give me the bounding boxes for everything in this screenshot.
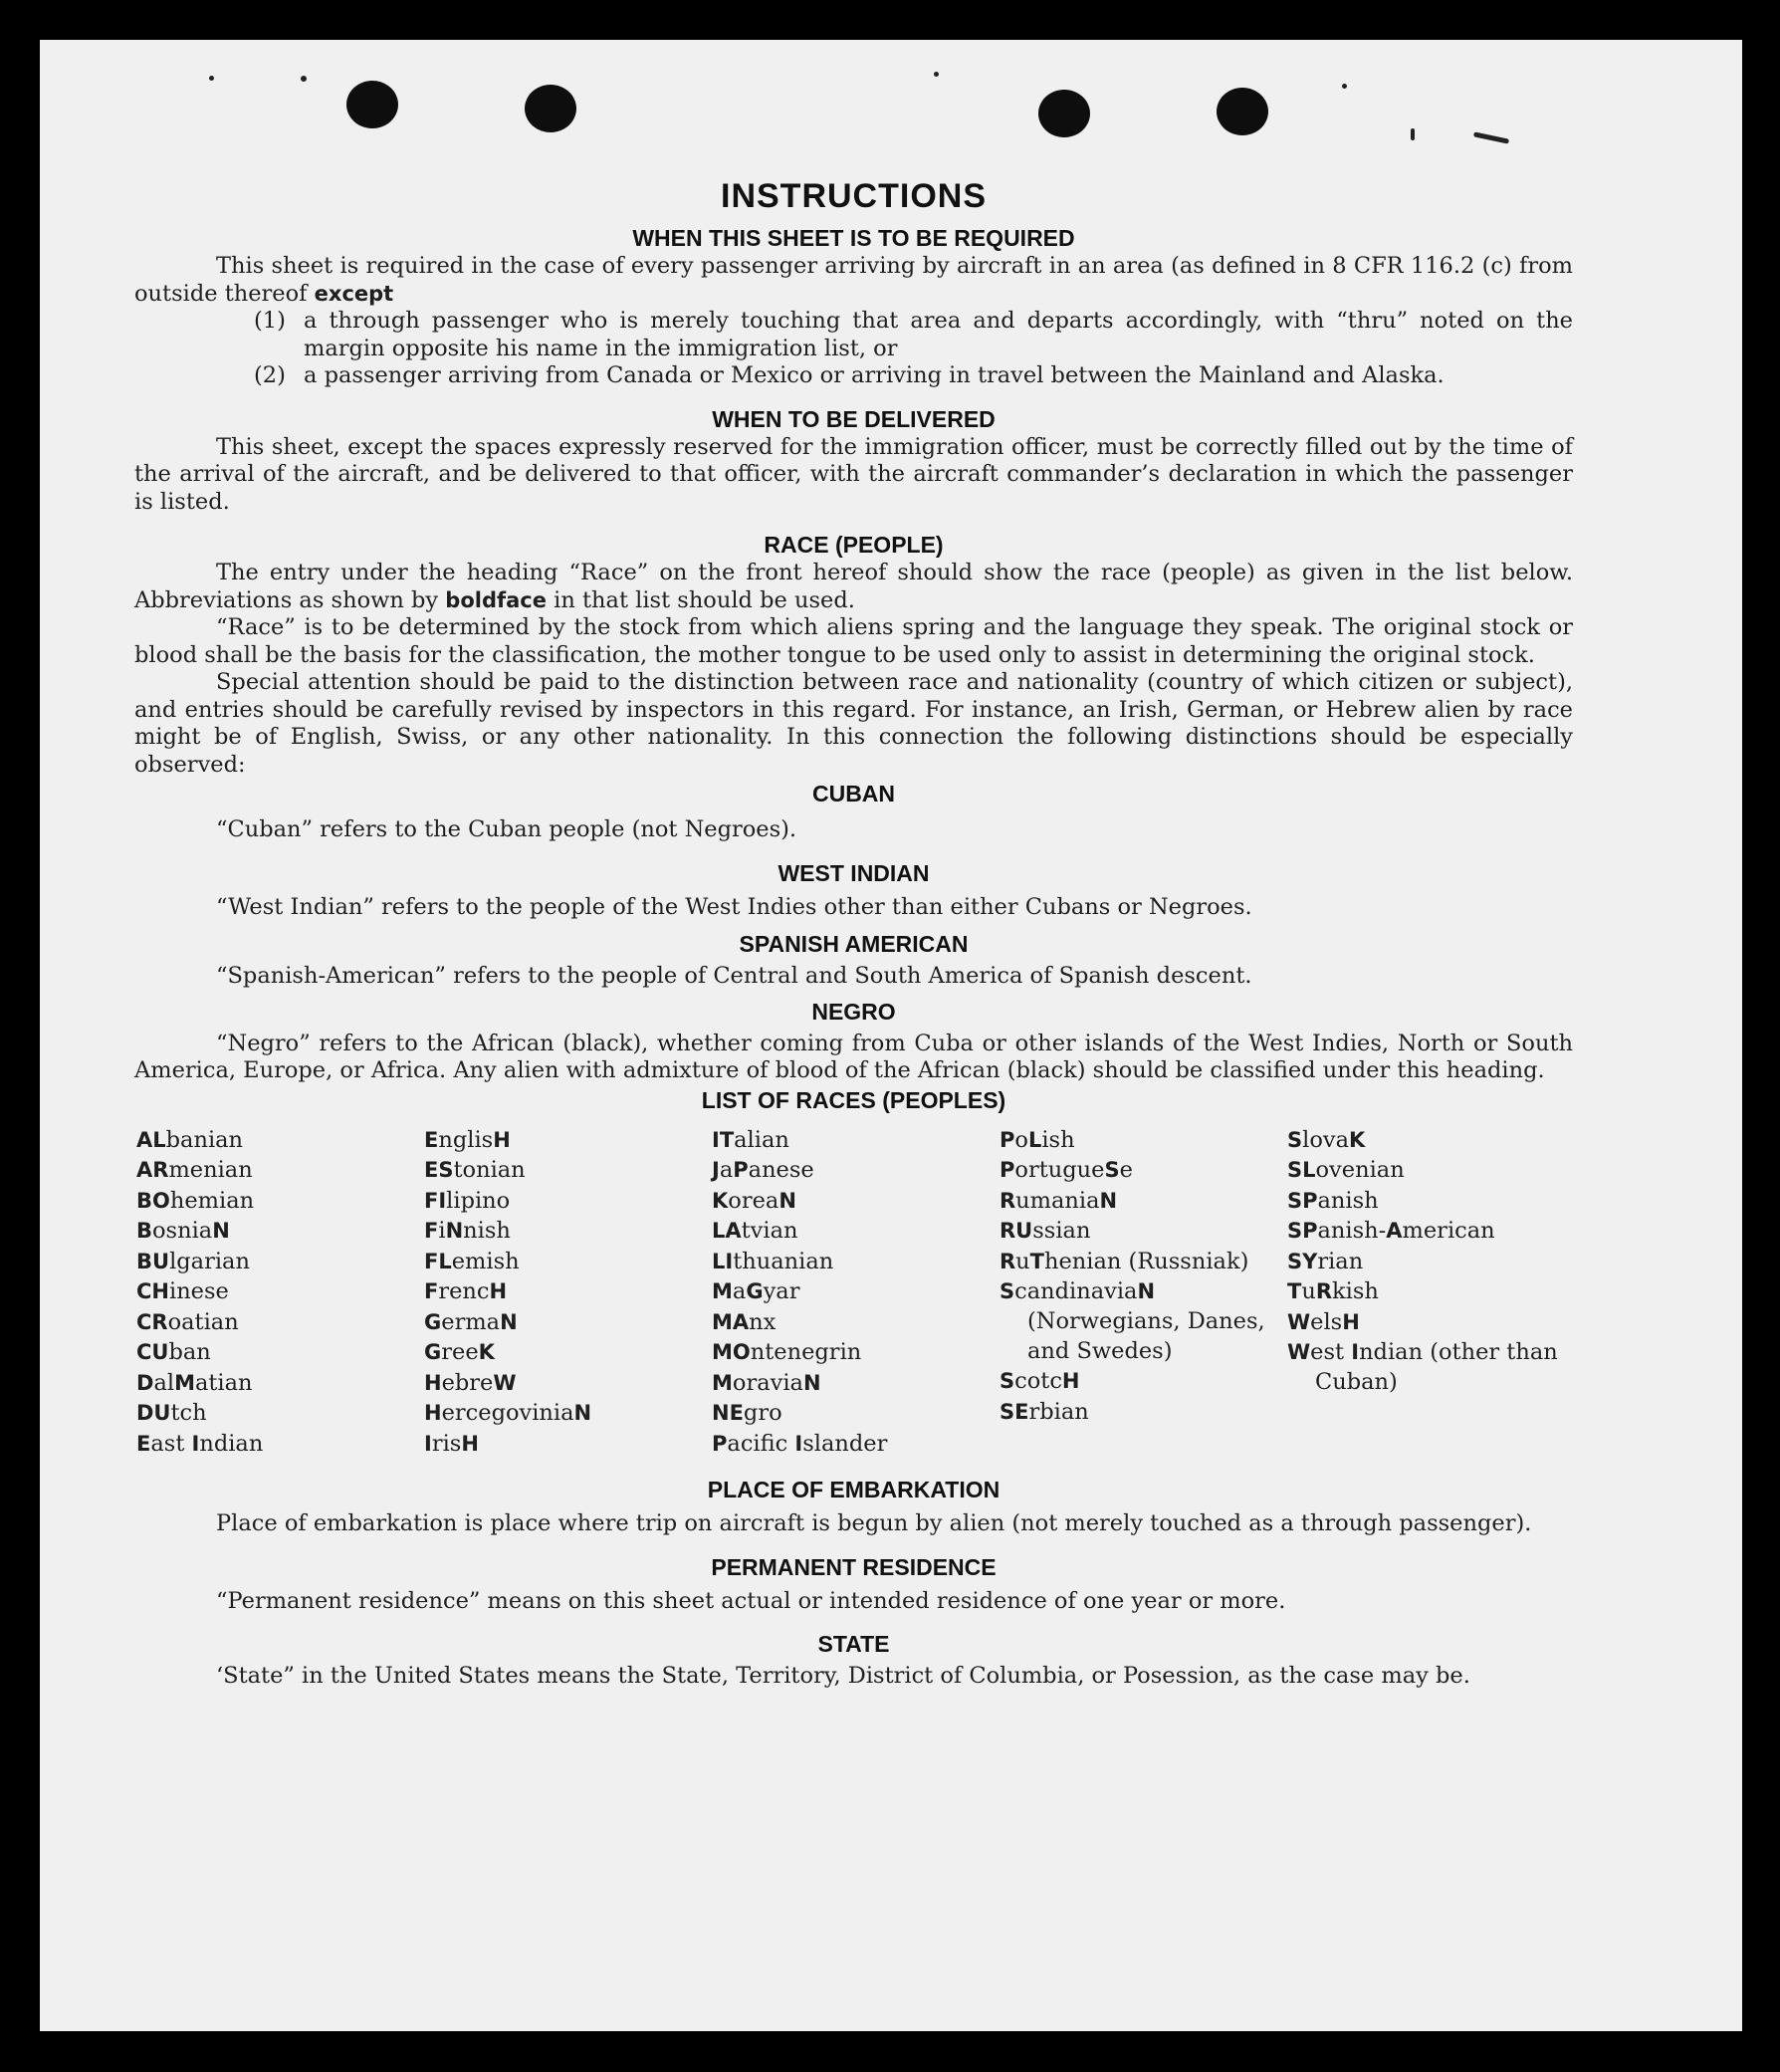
required-intro bbox=[134, 253, 1573, 308]
race-entry bbox=[1285, 1186, 1573, 1217]
race-text: atian bbox=[194, 1369, 253, 1396]
race-text: nx bbox=[749, 1308, 777, 1335]
race-abbreviation: SY bbox=[1287, 1249, 1318, 1273]
race-abbreviation: H bbox=[461, 1431, 479, 1456]
race-text: ish bbox=[1041, 1126, 1075, 1153]
race-entry bbox=[1285, 1216, 1573, 1247]
race-abbreviation: SE bbox=[1000, 1399, 1029, 1424]
race-abbreviation: BO bbox=[136, 1188, 170, 1213]
race-abbreviation: CU bbox=[136, 1340, 169, 1364]
race-text: hemian bbox=[169, 1187, 255, 1214]
race-entry bbox=[710, 1307, 998, 1338]
race-entry bbox=[422, 1398, 710, 1429]
heading-permanent-residence: PERMANENT RESIDENCE bbox=[711, 1553, 997, 1580]
race-abbreviation: A bbox=[1386, 1219, 1403, 1243]
race-text: ntenegrin bbox=[750, 1339, 862, 1365]
race-entry bbox=[134, 1368, 422, 1399]
delivered-text: This sheet, except the spaces expressly reserved for the immigration officer, must be correctly filled out by the time of the arrival of the aircraft, and be delivered to that officer, with the aircraft commander’s declaration in which the passenger is listed. bbox=[134, 433, 1573, 515]
race-text: inese bbox=[169, 1278, 229, 1304]
punch-hole bbox=[1038, 90, 1090, 137]
race-text: erma bbox=[441, 1308, 501, 1335]
race-abbreviation: MA bbox=[712, 1309, 750, 1334]
race-entry bbox=[710, 1398, 998, 1429]
race-entry bbox=[1285, 1276, 1573, 1307]
race-abbreviation: W bbox=[1287, 1309, 1311, 1334]
race-text: ndian bbox=[199, 1430, 264, 1457]
race-abbreviation: DU bbox=[136, 1401, 171, 1425]
race-abbreviation: S bbox=[1287, 1127, 1303, 1152]
race-text: ovenian bbox=[1315, 1157, 1405, 1183]
race-text: yar bbox=[763, 1278, 800, 1304]
race-text: ndian (other than Cuban) bbox=[1315, 1339, 1558, 1395]
race-entry bbox=[422, 1307, 710, 1338]
race-abbreviation: H bbox=[424, 1370, 442, 1395]
race-entry bbox=[422, 1368, 710, 1399]
race-text: kish bbox=[1332, 1278, 1379, 1304]
race-text: lipino bbox=[446, 1187, 511, 1214]
race-column bbox=[134, 1125, 422, 1460]
race-abbreviation: BU bbox=[136, 1249, 170, 1273]
speck bbox=[1342, 84, 1347, 89]
race-abbreviation: CR bbox=[136, 1309, 168, 1334]
race-entry bbox=[710, 1186, 998, 1217]
race-text: rbian bbox=[1028, 1398, 1089, 1425]
race-text: emish bbox=[451, 1248, 520, 1274]
race-entry bbox=[422, 1337, 710, 1368]
race-abbreviation: S bbox=[1000, 1369, 1015, 1393]
race-text: lgarian bbox=[169, 1248, 250, 1274]
west-indian-text: “West Indian” refers to the people of the West Indies other than either Cubans or Negroes. bbox=[216, 893, 1252, 920]
race-entry bbox=[710, 1125, 998, 1156]
race-text: tvian bbox=[741, 1218, 798, 1244]
race-paragraph-3: Special attention should be paid to the distinction between race and nationality (country of which citizen or subject), and entries should be carefully revised by inspectors in this regard. For instance, an Irish, German, or Hebrew alien by race might be of English, Swiss, or any other nationality. In this connection the following distinctions should be especially observed: bbox=[134, 669, 1573, 778]
race-abbreviation: M bbox=[174, 1370, 195, 1395]
race-abbreviation: N bbox=[573, 1401, 592, 1425]
race-entry bbox=[422, 1216, 710, 1247]
race-abbreviation: FI bbox=[424, 1188, 447, 1213]
race-text: ortugue bbox=[1014, 1157, 1105, 1183]
race-text: nglis bbox=[438, 1126, 494, 1153]
race-entry bbox=[998, 1397, 1285, 1428]
race-entry bbox=[134, 1429, 422, 1460]
race-list bbox=[134, 1125, 1573, 1460]
race-abbreviation: R bbox=[1000, 1188, 1016, 1213]
speck bbox=[301, 76, 307, 82]
embarkation-text: Place of embarkation is place where trip on aircraft is begun by alien (not merely touched as a through passenger). bbox=[216, 1510, 1532, 1536]
cuban-text: “Cuban” refers to the Cuban people (not Negroes). bbox=[216, 816, 797, 842]
race-text: anese bbox=[748, 1157, 814, 1183]
heading-cuban: CUBAN bbox=[811, 781, 896, 806]
heading-negro: NEGRO bbox=[811, 998, 896, 1025]
state-text: ‘State” in the United States means the State, Territory, District of Columbia, or Posession, as the case may be. bbox=[216, 1663, 1470, 1689]
race-text: al bbox=[153, 1369, 175, 1396]
race-entry bbox=[998, 1186, 1285, 1217]
race-abbreviation: N bbox=[445, 1219, 464, 1243]
race-entry bbox=[422, 1276, 710, 1307]
race-abbreviation: ES bbox=[424, 1158, 454, 1182]
race-entry bbox=[134, 1216, 422, 1247]
race-column bbox=[1285, 1125, 1573, 1460]
item-text: a passenger arriving from Canada or Mexico or arriving in travel between the Mainland and Alaska. bbox=[304, 362, 1445, 388]
race-entry bbox=[998, 1155, 1285, 1186]
race-abbreviation: P bbox=[1000, 1127, 1015, 1152]
race-entry bbox=[1285, 1155, 1573, 1186]
race-abbreviation: R bbox=[1315, 1279, 1332, 1303]
race-abbreviation: E bbox=[424, 1127, 439, 1152]
race-abbreviation: LI bbox=[712, 1249, 734, 1273]
race-text: ast bbox=[150, 1430, 192, 1457]
punch-hole bbox=[1217, 88, 1268, 135]
speck bbox=[1411, 128, 1415, 140]
race-entry bbox=[710, 1337, 998, 1368]
race-abbreviation: M bbox=[712, 1279, 733, 1303]
race-entry bbox=[134, 1247, 422, 1277]
race-column bbox=[422, 1125, 710, 1460]
race-text: e bbox=[1119, 1157, 1133, 1183]
race-abbreviation: AL bbox=[136, 1127, 166, 1152]
heading-when-required: WHEN THIS SHEET IS TO BE REQUIRED bbox=[632, 225, 1075, 251]
page-title: INSTRUCTIONS bbox=[721, 177, 987, 215]
race-entry bbox=[998, 1247, 1285, 1277]
required-item-2 bbox=[134, 362, 1573, 390]
race-entry bbox=[134, 1337, 422, 1368]
heading-when-delivered: WHEN TO BE DELIVERED bbox=[712, 405, 996, 432]
heading-list-of-races: LIST OF RACES (PEOPLES) bbox=[701, 1086, 1006, 1113]
race-text: umania bbox=[1015, 1187, 1100, 1214]
race-text: a bbox=[732, 1278, 747, 1304]
race-text: tch bbox=[170, 1400, 207, 1426]
race-column bbox=[710, 1125, 998, 1460]
race-abbreviation: SP bbox=[1287, 1188, 1318, 1213]
race-abbreviation: H bbox=[489, 1279, 508, 1303]
race-abbreviation: IT bbox=[712, 1127, 735, 1152]
race-p1-text: The entry under the heading “Race” on the front hereof should show the race (people) as given in the list below. Abbreviations as shown by bbox=[134, 560, 1573, 613]
item-text: a through passenger who is merely touching that area and departs accordingly, with “thru” noted on the margin opposite his name in the immigration list, or bbox=[304, 308, 1573, 361]
race-abbreviation: H bbox=[1342, 1309, 1360, 1334]
race-text: est bbox=[1310, 1339, 1352, 1365]
race-entry bbox=[1285, 1247, 1573, 1277]
race-entry bbox=[998, 1216, 1285, 1247]
race-abbreviation: I bbox=[794, 1431, 803, 1456]
race-entry bbox=[422, 1186, 710, 1217]
speck bbox=[1473, 131, 1509, 143]
race-abbreviation: RU bbox=[1000, 1219, 1033, 1243]
race-text: tonian bbox=[453, 1157, 526, 1183]
race-entry bbox=[134, 1186, 422, 1217]
race-abbreviation: N bbox=[500, 1309, 518, 1334]
race-abbreviation: J bbox=[712, 1158, 720, 1182]
race-entry bbox=[134, 1155, 422, 1186]
required-intro-text: This sheet is required in the case of every passenger arriving by aircraft in an area (as defined in 8 CFR 116.2 (c) from outside thereof bbox=[134, 253, 1573, 307]
item-number: (2) bbox=[254, 362, 286, 388]
race-entry bbox=[1285, 1125, 1573, 1156]
instructions-sheet bbox=[134, 171, 1573, 1691]
race-text: nish bbox=[463, 1218, 511, 1244]
race-p1-bold: boldface bbox=[445, 587, 547, 612]
race-abbreviation: B bbox=[136, 1219, 153, 1243]
race-abbreviation: T bbox=[1029, 1249, 1044, 1273]
heading-west-indian: WEST INDIAN bbox=[778, 859, 930, 886]
race-abbreviation: W bbox=[1287, 1340, 1311, 1364]
race-text: lova bbox=[1302, 1126, 1349, 1153]
race-paragraph-2: “Race” is to be determined by the stock from which aliens spring and the language they speak. The original stock or blood shall be the basis for the classification, the mother tongue to be used only to assist in determining the original stock. bbox=[134, 614, 1573, 668]
race-abbreviation: F bbox=[424, 1279, 439, 1303]
race-text: candinavia bbox=[1014, 1278, 1138, 1304]
race-abbreviation: S bbox=[1104, 1158, 1120, 1182]
race-abbreviation: H bbox=[493, 1127, 511, 1152]
race-entry bbox=[134, 1276, 422, 1307]
speck bbox=[209, 76, 214, 81]
race-text: ris bbox=[431, 1430, 462, 1457]
race-abbreviation: I bbox=[191, 1431, 200, 1456]
race-abbreviation: S bbox=[1000, 1279, 1015, 1303]
race-abbreviation: N bbox=[779, 1188, 796, 1213]
race-abbreviation: N bbox=[802, 1370, 821, 1395]
race-text: menian bbox=[168, 1157, 253, 1183]
race-entry bbox=[134, 1125, 422, 1156]
race-abbreviation: T bbox=[1287, 1279, 1302, 1303]
race-text: gro bbox=[743, 1400, 782, 1426]
race-entry bbox=[1285, 1337, 1573, 1397]
race-entry bbox=[710, 1247, 998, 1277]
race-abbreviation: K bbox=[712, 1188, 729, 1213]
race-text: slander bbox=[802, 1430, 888, 1457]
race-abbreviation: CH bbox=[136, 1279, 169, 1303]
race-abbreviation: AR bbox=[136, 1158, 169, 1182]
race-abbreviation: E bbox=[136, 1431, 151, 1456]
race-entry bbox=[710, 1216, 998, 1247]
race-text: ree bbox=[441, 1339, 479, 1365]
race-abbreviation: N bbox=[1137, 1279, 1156, 1303]
required-intro-bold: except bbox=[314, 281, 394, 306]
race-abbreviation: FL bbox=[424, 1249, 452, 1273]
race-text: u bbox=[1301, 1278, 1316, 1304]
item-number: (1) bbox=[254, 308, 286, 334]
heading-spanish-american: SPANISH AMERICAN bbox=[739, 931, 969, 957]
race-entry bbox=[998, 1366, 1285, 1397]
race-abbreviation: G bbox=[746, 1279, 764, 1303]
race-text: alian bbox=[734, 1126, 789, 1153]
race-entry bbox=[998, 1125, 1285, 1156]
race-text: ercegovinia bbox=[441, 1400, 574, 1426]
race-paragraph-1 bbox=[134, 560, 1573, 614]
race-text: (Norwegians, Danes, and Swedes) bbox=[1027, 1308, 1265, 1364]
race-abbreviation: MO bbox=[712, 1340, 751, 1364]
race-entry bbox=[710, 1276, 998, 1307]
race-text: ebre bbox=[441, 1369, 494, 1396]
race-abbreviation: P bbox=[733, 1158, 749, 1182]
race-text: merican bbox=[1402, 1218, 1495, 1244]
race-text: renc bbox=[438, 1278, 490, 1304]
speck bbox=[934, 72, 939, 77]
race-text: henian (Russniak) bbox=[1044, 1248, 1249, 1274]
race-text: banian bbox=[165, 1126, 244, 1153]
race-abbreviation: SP bbox=[1287, 1219, 1318, 1243]
race-entry bbox=[134, 1307, 422, 1338]
race-text: u bbox=[1015, 1248, 1030, 1274]
race-abbreviation: H bbox=[1061, 1369, 1080, 1393]
race-text: a bbox=[719, 1157, 734, 1183]
race-text: acific bbox=[727, 1430, 795, 1457]
race-p1-text-end: in that list should be used. bbox=[554, 586, 855, 613]
race-text: anish- bbox=[1317, 1218, 1387, 1244]
race-text: els bbox=[1310, 1308, 1343, 1335]
race-text: osnia bbox=[152, 1218, 213, 1244]
heading-embarkation: PLACE OF EMBARKATION bbox=[707, 1477, 1001, 1502]
race-column bbox=[998, 1125, 1285, 1460]
race-entry bbox=[422, 1247, 710, 1277]
race-text: i bbox=[438, 1218, 446, 1244]
race-abbreviation: P bbox=[1000, 1158, 1015, 1182]
race-abbreviation: L bbox=[1027, 1127, 1042, 1152]
race-text: cotc bbox=[1014, 1368, 1062, 1394]
punch-hole bbox=[346, 81, 398, 128]
race-abbreviation: D bbox=[136, 1370, 154, 1395]
race-text: ssian bbox=[1032, 1218, 1091, 1244]
required-item-1 bbox=[134, 308, 1573, 362]
punch-hole bbox=[525, 85, 576, 132]
race-abbreviation: P bbox=[712, 1431, 728, 1456]
race-entry bbox=[998, 1276, 1285, 1366]
race-abbreviation: I bbox=[424, 1431, 432, 1456]
race-text: oatian bbox=[167, 1308, 239, 1335]
race-abbreviation: K bbox=[478, 1340, 495, 1364]
race-entry bbox=[134, 1398, 422, 1429]
race-abbreviation: N bbox=[1099, 1188, 1118, 1213]
race-abbreviation: R bbox=[1000, 1249, 1016, 1273]
heading-race: RACE (PEOPLE) bbox=[764, 532, 944, 558]
race-entry bbox=[1285, 1307, 1573, 1338]
race-abbreviation: I bbox=[1351, 1340, 1360, 1364]
race-text: ban bbox=[168, 1339, 211, 1365]
race-abbreviation: LA bbox=[712, 1219, 742, 1243]
race-text: orea bbox=[728, 1187, 779, 1214]
race-entry bbox=[710, 1155, 998, 1186]
race-text: o bbox=[1014, 1126, 1028, 1153]
race-text: rian bbox=[1317, 1248, 1364, 1274]
race-abbreviation: M bbox=[712, 1370, 733, 1395]
spanish-american-text: “Spanish-American” refers to the people of Central and South America of Spanish descent. bbox=[216, 963, 1252, 989]
race-entry bbox=[422, 1125, 710, 1156]
race-entry bbox=[422, 1429, 710, 1460]
race-abbreviation: NE bbox=[712, 1401, 744, 1425]
race-abbreviation: G bbox=[424, 1340, 442, 1364]
race-entry bbox=[710, 1368, 998, 1399]
race-text: oravia bbox=[732, 1369, 803, 1396]
race-abbreviation: G bbox=[424, 1309, 442, 1334]
heading-state: STATE bbox=[817, 1631, 890, 1657]
race-abbreviation: N bbox=[212, 1219, 230, 1243]
residence-text: “Permanent residence” means on this sheet actual or intended residence of one year or more. bbox=[216, 1587, 1286, 1614]
race-text: anish bbox=[1317, 1187, 1379, 1214]
race-text: thuanian bbox=[733, 1248, 834, 1274]
race-abbreviation: W bbox=[493, 1370, 517, 1395]
race-abbreviation: F bbox=[424, 1219, 439, 1243]
race-abbreviation: SL bbox=[1287, 1158, 1316, 1182]
negro-text: “Negro” refers to the African (black), whether coming from Cuba or other islands of the West Indies, North or South America, Europe, or Africa. Any alien with admixture of blood of the African (black) should be classified under this heading. bbox=[134, 1030, 1573, 1083]
race-abbreviation: K bbox=[1349, 1127, 1366, 1152]
race-entry bbox=[710, 1429, 998, 1460]
race-abbreviation: H bbox=[424, 1401, 442, 1425]
race-entry bbox=[422, 1155, 710, 1186]
